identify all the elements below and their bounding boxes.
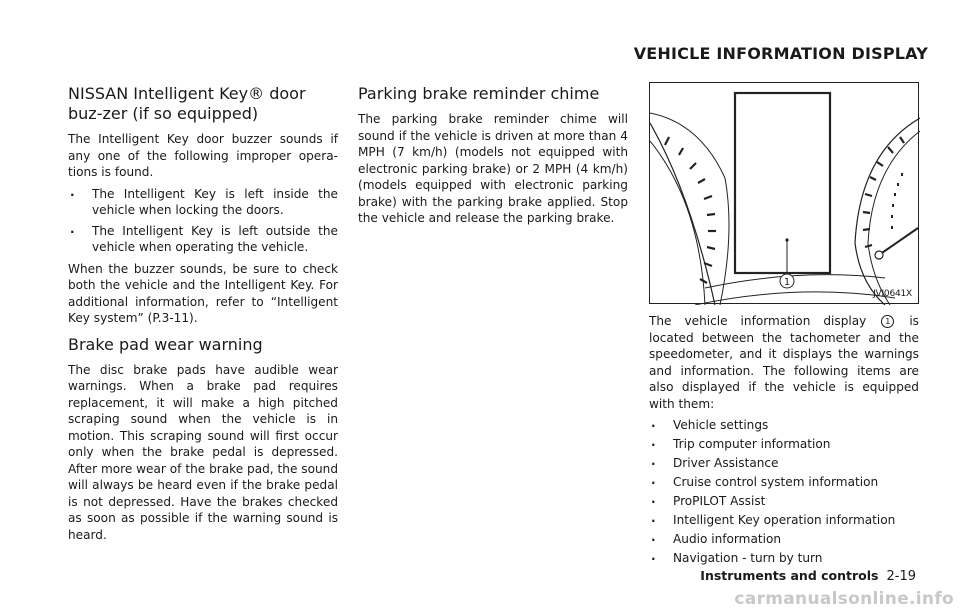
list-item: . ProPILOT Assist — [649, 493, 919, 510]
instrument-cluster-illustration — [649, 82, 919, 304]
page-number: 2-19 — [886, 569, 916, 584]
paragraph-brake-pad: The disc brake pads have audible wear warnings. When a brake pad requires replacement, it will make a high pitched scraping sound when the vehicle is in motion. This scraping sound will first occur only when the brake pedal is depressed. After more wear of the brake pad, the sound will always be heard even if the brake pedal is not depressed. Have the brakes checked as soon as possible if the warning sound is heard. — [68, 362, 338, 542]
speedometer-minor-ticks — [891, 173, 903, 229]
list-item: . Navigation - turn by turn — [649, 550, 919, 567]
list-item: . Trip computer information — [649, 436, 919, 453]
figure-code: JVI0641X — [873, 289, 912, 299]
paragraph-parking-brake: The parking brake reminder chime will sound if the vehicle is driven at more than 4 MPH (7 km/h) (models not equipped with electronic parking brake) or 2 MPH (4 km/h) (models equipped with electronic parking brake) with the parking brake applied. Stop the vehicle and release the parking brake. — [358, 112, 628, 225]
column-left — [68, 84, 338, 548]
list-item: . Audio information — [649, 531, 919, 548]
intro-after: is located between the tachometer and the speedometer, and it displays the warnings and information. The following items are also displayed if the vehicle is equipped with them: — [649, 314, 919, 411]
callout-label: 1 — [783, 277, 791, 288]
tachometer-ticks — [665, 137, 716, 283]
buzzer-conditions-list — [68, 186, 338, 256]
heading-parking-brake-chime: Parking brake reminder chime — [358, 84, 600, 103]
watermark: carmanualsonline.info — [734, 589, 954, 609]
information-display-screen — [735, 93, 830, 273]
heading-intelligent-key-buzzer: NISSAN Intelligent Key® door buz-zer (if so equipped) — [68, 84, 306, 123]
intro-before: The vehicle information display — [649, 314, 867, 328]
list-item: . Vehicle settings — [649, 417, 919, 434]
paragraph-buzzer-intro: The Intelligent Key door buzzer sounds if any one of the following improper opera-tions is found. — [68, 132, 338, 179]
list-item: . Driver Assistance — [649, 455, 919, 472]
display-items-list — [649, 417, 919, 567]
list-item: . Intelligent Key operation information — [649, 512, 919, 529]
column-right — [649, 313, 919, 572]
footer-section: Instruments and controls — [700, 568, 879, 583]
cluster-drawing — [650, 83, 920, 305]
page-footer — [700, 568, 916, 584]
list-item: . Cruise control system information — [649, 474, 919, 491]
heading-brake-pad-wear: Brake pad wear warning — [68, 334, 263, 354]
list-item: . The Intelligent Key is left outside the vehicle when operating the vehicle. — [68, 223, 338, 256]
section-title: VEHICLE INFORMATION DISPLAY — [633, 44, 928, 63]
speedometer-needle — [879, 228, 918, 255]
list-item: . The Intelligent Key is left inside the vehicle when locking the doors. — [68, 186, 338, 219]
callout-reference: 1 — [881, 315, 894, 328]
paragraph-buzzer-after: When the buzzer sounds, be sure to check both the vehicle and the Intelligent Key. For additional information, refer to “Intelligent Key system” (P.3-11). — [68, 261, 338, 325]
column-middle — [358, 84, 628, 232]
paragraph-display-intro — [649, 313, 919, 412]
